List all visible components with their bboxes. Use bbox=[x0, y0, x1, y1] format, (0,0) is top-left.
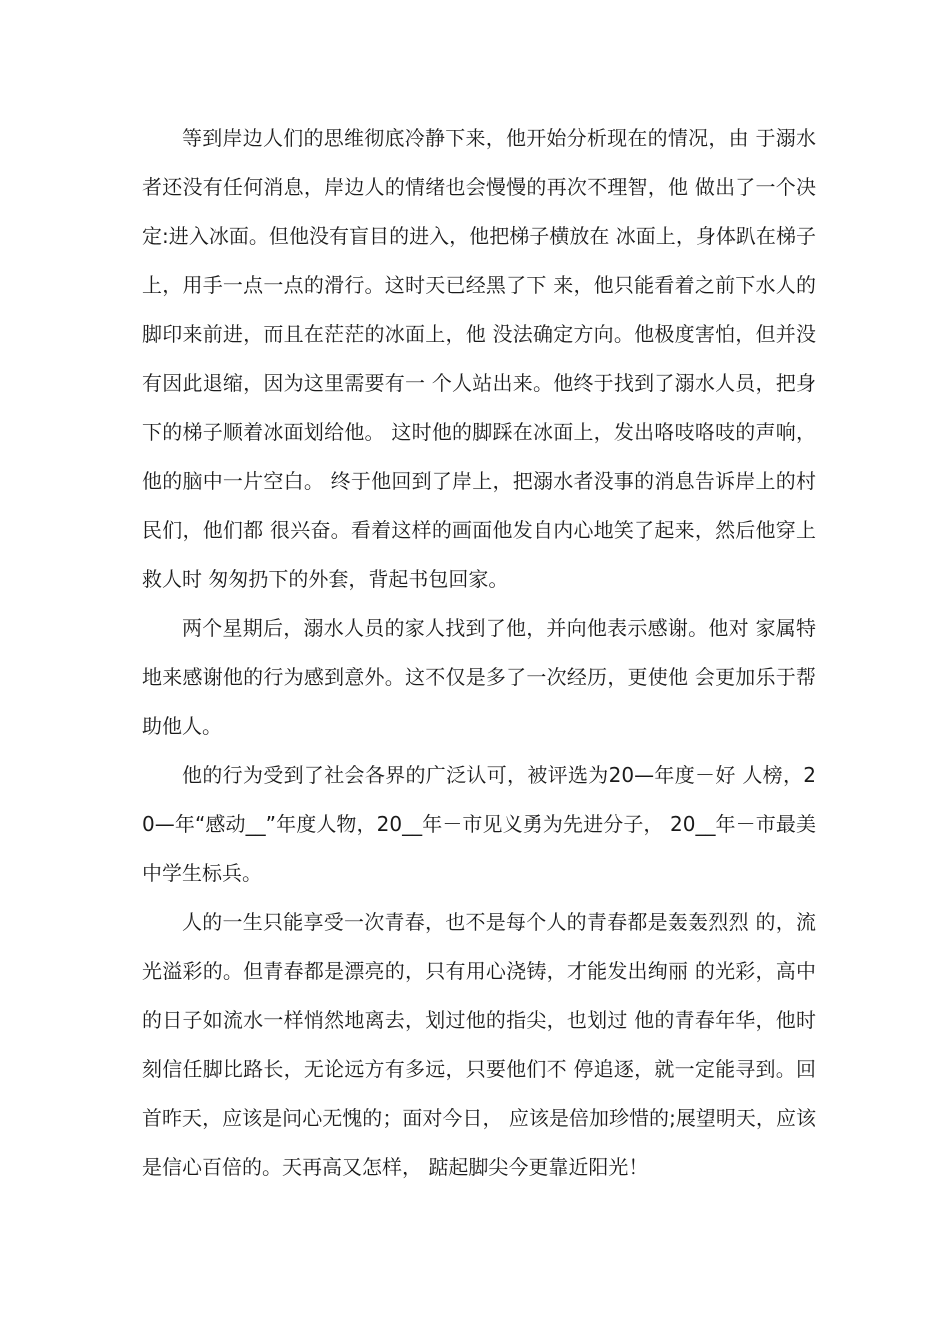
paragraph-gratitude: 两个星期后，溺水人员的家人找到了他，并向他表示感谢。他对 家属特地来感谢他的行为感到意外。这不仅是多了一次经历，更使他 会更加乐于帮助他人。 bbox=[142, 616, 816, 738]
paragraph-youth: 人的一生只能享受一次青春，也不是每个人的青春都是轰轰烈烈 的，流光溢彩的。但青春都是漂亮的，只有用心浇铸，才能发出绚丽 的光彩，高中的日子如流水一样悄然地离去，划过他的指尖，也划过 他的青春年华，他时刻信任脚比路长，无论远方有多远，只要他们不 停追逐，就一定能寻到。回首昨天，应该是问心无愧的；面对今日， 应该是倍加珍惜的;展望明天，应该是信心百倍的。天再高又怎样， 踮起脚尖今更靠近阳光！ bbox=[142, 910, 816, 1179]
paragraph-rescue: 等到岸边人们的思维彻底冷静下来，他开始分析现在的情况，由 于溺水者还没有任何消息，岸边人的情绪也会慢慢的再次不理智，他 做出了一个决定:进入冰面。但他没有盲目的进入，他把梯子横放在 冰面上，身体趴在梯子上，用手一点一点的滑行。这时天已经黑了下 来，他只能看着之前下水人的脚印来前进，而且在茫茫的冰面上，他 没法确定方向。他极度害怕，但并没有因此退缩，因为这里需要有一 个人站出来。他终于找到了溺水人员，把身下的梯子顺着冰面划给他。 这时他的脚踩在冰面上，发出咯吱咯吱的声响，他的脑中一片空白。 终于他回到了岸上，把溺水者没事的消息告诉岸上的村民们，他们都 很兴奋。看着这样的画面他发自内心地笑了起来，然后他穿上救人时 匆匆扔下的外套，背起书包回家。 bbox=[142, 126, 816, 591]
paragraph-recognition: 他的行为受到了社会各界的广泛认可，被评选为20—年度－好 人榜，20—年“感动__”年度人物，20__年－市见义勇为先进分子， 20__年－市最美中学生标兵。 bbox=[142, 763, 816, 885]
document-body bbox=[142, 114, 816, 1192]
